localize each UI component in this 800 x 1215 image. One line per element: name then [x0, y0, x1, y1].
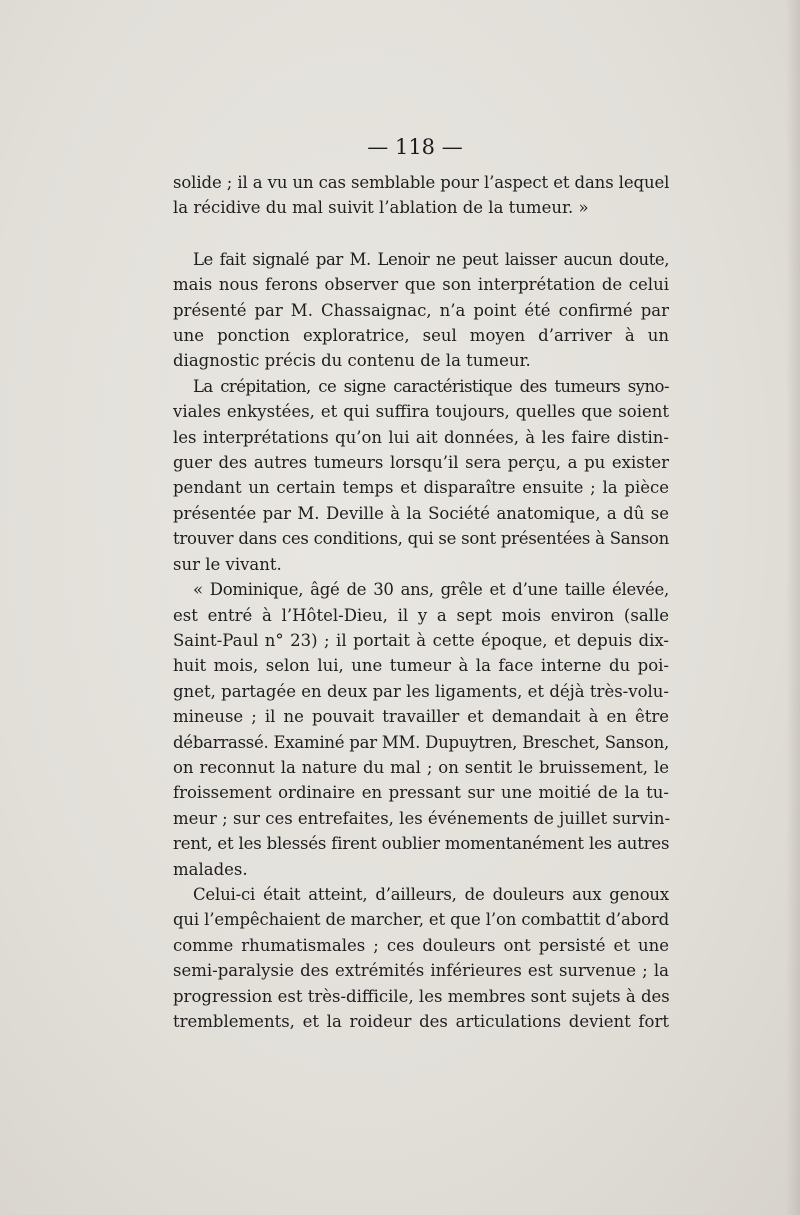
- body-text: [173, 170, 669, 1034]
- text-line: « Dominique, âgé de 30 ans, grêle et d’une taille élevée,: [193, 580, 669, 600]
- text-line: une ponction exploratrice, seul moyen d’arriver à un: [173, 326, 669, 346]
- text-line: la récidive du mal suivit l’ablation de la tumeur. »: [173, 198, 589, 218]
- text-line: présentée par M. Deville à la Société anatomique, a dû se: [173, 503, 669, 523]
- text-line: Saint-Paul n° 23) ; il portait à cette époque, et depuis dix-: [173, 630, 669, 650]
- text-line: sur le vivant.: [173, 554, 282, 574]
- text-line: qui l’empêchaient de marcher, et que l’on combattit d’abord: [173, 910, 669, 930]
- text-line: mineuse ; il ne pouvait travailler et demandait à en être: [173, 707, 669, 727]
- text-line: Le fait signalé par M. Lenoir ne peut laisser aucun doute,: [193, 249, 669, 269]
- text-line: débarrassé. Examiné par MM. Dupuytren, Breschet, Sanson,: [173, 732, 669, 752]
- text-line: semi-paralysie des extrémités inférieures est survenue ; la: [173, 961, 669, 981]
- page-edge-shadow: [786, 0, 800, 1215]
- text-line: est entré à l’Hôtel-Dieu, il y a sept mois environ (salle: [173, 605, 669, 625]
- text-line: gnet, partagée en deux par les ligaments, et déjà très-volu-: [173, 681, 669, 701]
- text-line: malades.: [173, 859, 248, 879]
- text-line: les interprétations qu’on lui ait données, à les faire distin-: [173, 427, 669, 447]
- text-line: La crépitation, ce signe caractéristique des tumeurs syno-: [193, 376, 669, 396]
- text-line: progression est très-difficile, les membres sont sujets à des: [173, 986, 670, 1006]
- text-line: rent, et les blessés firent oublier momentanément les autres: [173, 834, 670, 854]
- page-number: — 118 —: [367, 135, 463, 159]
- text-line: trouver dans ces conditions, qui se sont présentées à Sanson: [173, 529, 669, 549]
- text-line: huit mois, selon lui, une tumeur à la face interne du poi-: [173, 656, 669, 676]
- text-line: diagnostic précis du contenu de la tumeur.: [173, 351, 531, 371]
- text-line: tremblements, et la roideur des articulations devient fort: [173, 1012, 669, 1031]
- text-line: présenté par M. Chassaignac, n’a point été confirmé par: [173, 300, 669, 320]
- paragraph-gap: [173, 221, 669, 247]
- text-line: Celui-ci était atteint, d’ailleurs, de douleurs aux genoux: [193, 884, 669, 904]
- text-line: froissement ordinaire en pressant sur une moitié de la tu-: [173, 783, 669, 803]
- text-line: solide ; il a vu un cas semblable pour l’aspect et dans lequel: [173, 173, 670, 192]
- text-line: mais nous ferons observer que son interprétation de celui: [173, 275, 669, 295]
- text-line: comme rhumatismales ; ces douleurs ont persisté et une: [173, 935, 669, 955]
- text-line: on reconnut la nature du mal ; on sentit le bruissement, le: [173, 757, 669, 777]
- text-line: meur ; sur ces entrefaites, les événements de juillet survin-: [173, 808, 671, 828]
- text-line: pendant un certain temps et disparaître ensuite ; la pièce: [173, 478, 669, 498]
- text-line: guer des autres tumeurs lorsqu’il sera perçu, a pu exister: [173, 453, 669, 473]
- text-line: viales enkystées, et qui suffira toujours, quelles que soient: [173, 402, 669, 422]
